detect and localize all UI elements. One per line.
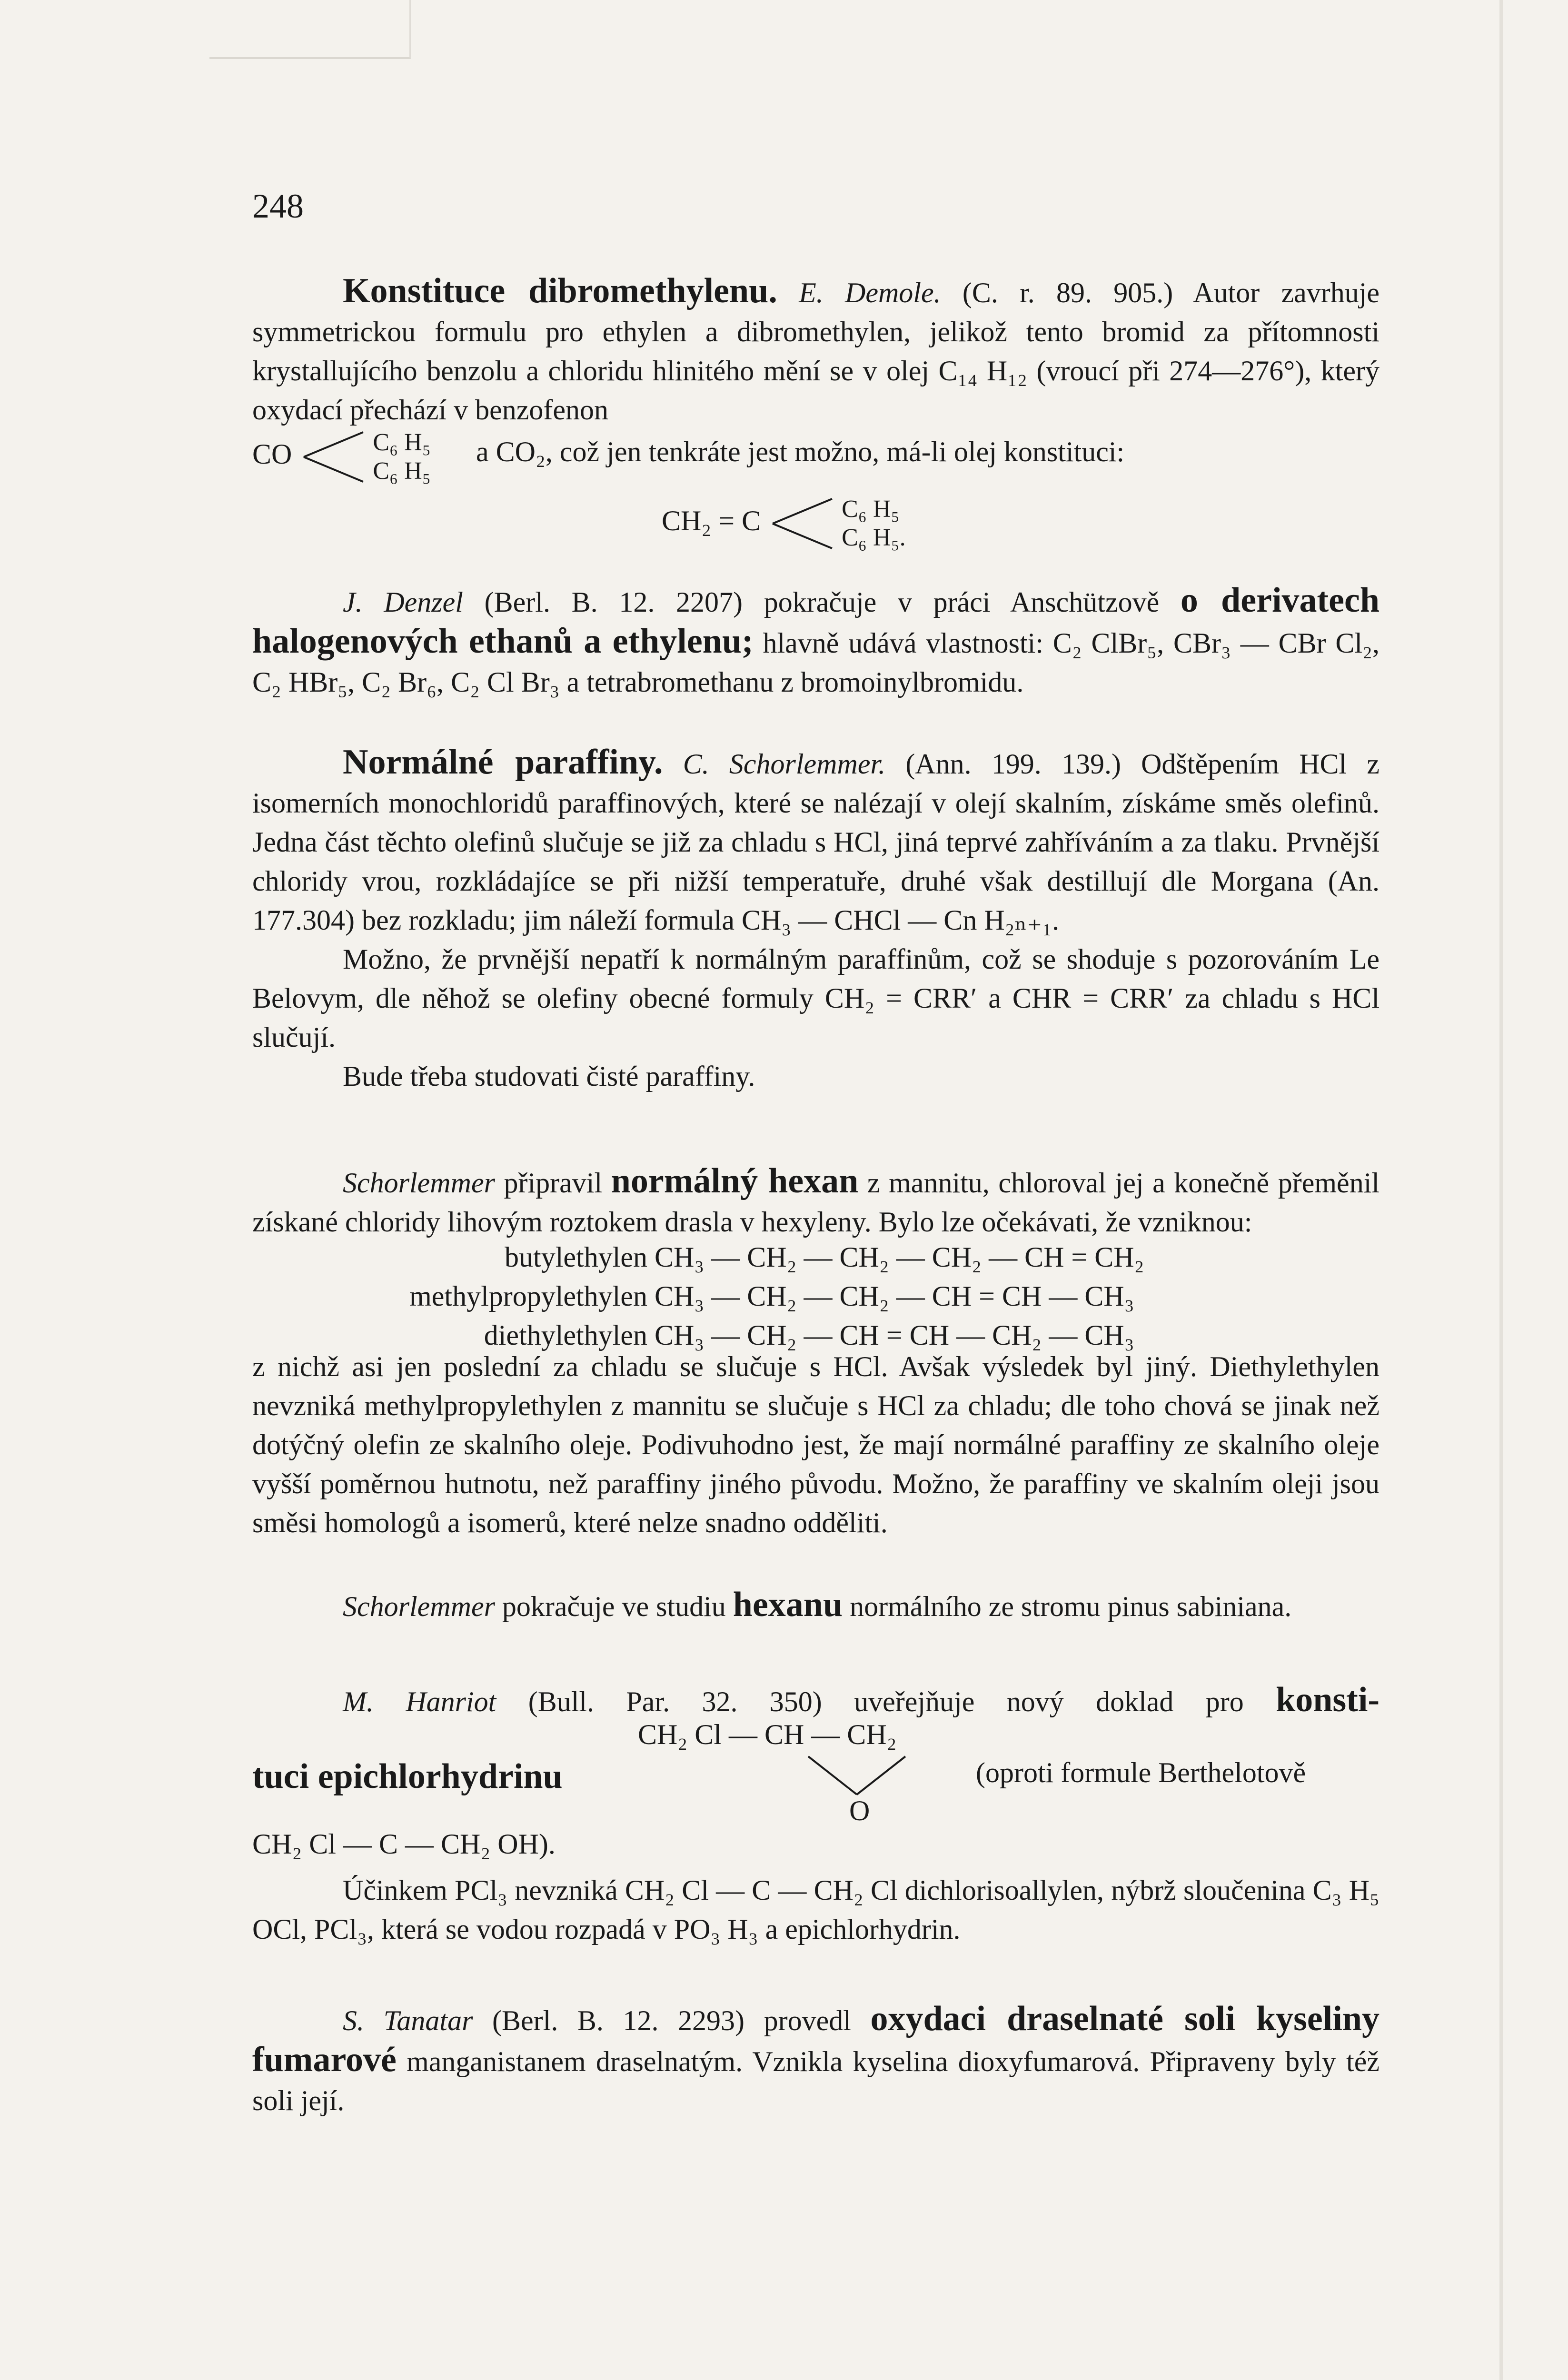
section-denzel: [252, 581, 1379, 702]
paragraph-text-lead: připravil: [504, 1167, 603, 1199]
branch-bracket: [768, 495, 834, 552]
berthelot-formula: CH₂ Cl — C — CH₂ OH).: [252, 1828, 556, 1860]
paragraph-text-lead: pokračuje ve studiu: [502, 1591, 726, 1622]
section-hexan: [252, 1161, 1379, 1241]
hexylene-formula: CH₃ — CH₂ — CH₂ — CH = CH — CH₃: [655, 1280, 1134, 1312]
author: S. Tanatar: [343, 2005, 473, 2036]
hexylene-name: butylethylen: [505, 1241, 647, 1273]
scan-fold-mark: [209, 0, 411, 59]
scan-edge-shadow: [1499, 0, 1503, 2380]
paragraph-text: hlavně udává vlastnosti: C₂ ClBr₅, CBr₃ — CBr Cl₂, C₂ HBr₅, C₂ Br₆, C₂ Cl Br₃ a tetrabromethanu z bromoinylbromidu.: [252, 627, 1380, 698]
paragraph-text: z nichž asi jen poslední za chladu se slučuje s HCl. Avšak výsledek byl jiný. Diethylethylen nevzniká methylpropylethylen z mannitu se slučuje s HCl za chladu; dle toho chová se jinak než dotýčný olefin ze skalního oleje. Podivuhodno jest, že mají normálné paraffiny ze skalního oleje vyšší poměrnou hutnotu, než paraffiny jiného původu. Možno, že paraffiny ve skalním oleji jsou směsi homologů a isomerů, které nelze snadno odděliti.: [252, 1351, 1379, 1538]
bold-topic: normálný hexan: [611, 1161, 859, 1200]
reference: (Berl. B. 12. 2207): [484, 586, 743, 618]
formula-branch-bottom: C₆ H₅.: [842, 524, 906, 551]
hexylene-row: [286, 1277, 1380, 1316]
section-hexan-pinus: [252, 1585, 1379, 1626]
paragraph-text: Možno, že prvnější nepatří k normálným paraffinům, což se shoduje s pozorováním Le Belovym, dle něhož se olefiny obecné formuly CH₂ = CRR′ a CHR = CRR′ za chladu s HCl slučují.: [252, 943, 1379, 1053]
bold-topic: konsti-: [1276, 1680, 1380, 1719]
formula-branch-top: C₆ H₅: [373, 429, 431, 456]
epoxide-oxygen: O: [849, 1795, 870, 1826]
bold-topic-continued: [252, 1756, 563, 1797]
paragraph-text: Autor zavrhuje symmetrickou formulu pro ethylen a dibromethylen, jelikož tento bromid za přítomnosti krystallujícího benzolu a chloridu hlinitého mění se v olej C₁₄ H₁₂ (vroucí při 274—276°), který oxydací přechází v benzofenon: [252, 277, 1380, 426]
section-heading: Konstituce dibromethylenu.: [343, 271, 777, 310]
reference: (Bull. Par. 32. 350): [528, 1686, 822, 1717]
section-vysledek: [252, 1347, 1379, 1542]
reference: (C. r. 89. 905.): [962, 277, 1173, 308]
hexylene-name: methylpropylethylen: [409, 1280, 647, 1312]
paragraph-text: Odštěpením HCl z isomerních monochloridů paraffinových, které se nalézají v olejí skalním, získáme směs olefinů. Jedna část těchto olefinů slučuje se již za chladu s HCl, jiná teprvé zahříváním a za tlaku. Prvnější chloridy vrou, rozkládajíce se při nižší temperatuře, druhé však destillují dle Morgana (An. 177.304) bez rozkladu; jim náleží formula CH₃ — CHCl — Cn H₂ₙ₊₁.: [252, 748, 1380, 936]
formula-co: CO: [252, 438, 292, 470]
paragraph-text: manganistanem draselnatým. Vznikla kyselina dioxyfumarová. Připraveny byly též soli její.: [252, 2046, 1380, 2116]
paragraph-text: z mannitu, chloroval jej a konečně přeměnil získané chloridy lihovým roztokem drasla v hexyleny. Bylo lze očekávati, že vzniknou:: [252, 1167, 1380, 1238]
formula-olej-konstituce: [662, 495, 906, 552]
author: E. Demole.: [799, 277, 941, 308]
branch-bracket: [299, 428, 366, 486]
paragraph-text: Účinkem PCl₃ nevzniká CH₂ Cl — C — CH₂ Cl dichlorisoallylen, nýbrž sloučenina C₃ H₅ OCl, PCl₃, která se vodou rozpadá v PO₃ H₃ a epichlorhydrin.: [252, 1874, 1379, 1945]
paragraph-text-lead: pokračuje v práci Anschützově: [764, 586, 1160, 618]
section-normalne-paraffiny: [252, 743, 1379, 1096]
section-hanriot: [252, 1680, 1379, 1721]
section-heading: Normálné paraffiny.: [343, 743, 663, 782]
hexylene-list: [286, 1238, 1380, 1355]
author: M. Hanriot: [343, 1686, 496, 1717]
section-pcl3: [252, 1871, 1379, 1949]
formula-benzofenon: [252, 428, 431, 486]
bold-topic: oxydaci draselnaté soli kyseliny fumarové: [252, 1999, 1380, 2079]
reference: (Ann. 199. 139.): [905, 748, 1121, 780]
author: C. Schorlemmer.: [683, 748, 886, 780]
reference: (Berl. B. 12. 2293): [492, 2005, 745, 2036]
paragraph-text: normálního ze stromu pinus sabiniana.: [850, 1591, 1292, 1622]
bold-topic: tuci epichlorhydrinu: [252, 1757, 563, 1796]
hexylene-formula: CH₃ — CH₂ — CH = CH — CH₂ — CH₃: [655, 1319, 1134, 1351]
hexylene-formula: CH₃ — CH₂ — CH₂ — CH₂ — CH = CH₂: [655, 1241, 1144, 1273]
section-tanatar: [252, 1999, 1379, 2120]
author: J. Denzel: [343, 586, 463, 618]
hexylene-name: diethylethylen: [484, 1319, 647, 1351]
formula-branch-top: C₆ H₅: [842, 496, 900, 523]
section-dibromethylen: [252, 271, 1379, 429]
epichlorhydrin-structure-top: CH₂ Cl — CH — CH₂: [638, 1719, 897, 1750]
paragraph-text: Bude třeba studovati čisté paraffiny.: [343, 1061, 755, 1092]
formula-left: CH₂ = C: [662, 505, 761, 536]
paragraph-text: (oproti formule Berthelotově: [976, 1757, 1306, 1788]
formula-branch-bottom: C₆ H₅: [373, 457, 431, 485]
bold-topic: hexanu: [733, 1585, 843, 1624]
formula-follow-text: a CO₂, což jen tenkráte jest možno, má-li olej konstituci:: [476, 436, 1125, 467]
bold-topic: o derivatech halogenových ethanů a ethylenu;: [252, 581, 1380, 661]
author: Schorlemmer: [343, 1167, 495, 1199]
paragraph-text-lead: provedl: [764, 2005, 851, 2036]
author: Schorlemmer: [343, 1591, 495, 1622]
paragraph-text-lead: uveřejňuje nový doklad pro: [854, 1686, 1244, 1717]
page-number: 248: [252, 187, 304, 225]
hexylene-row: [286, 1238, 1380, 1277]
